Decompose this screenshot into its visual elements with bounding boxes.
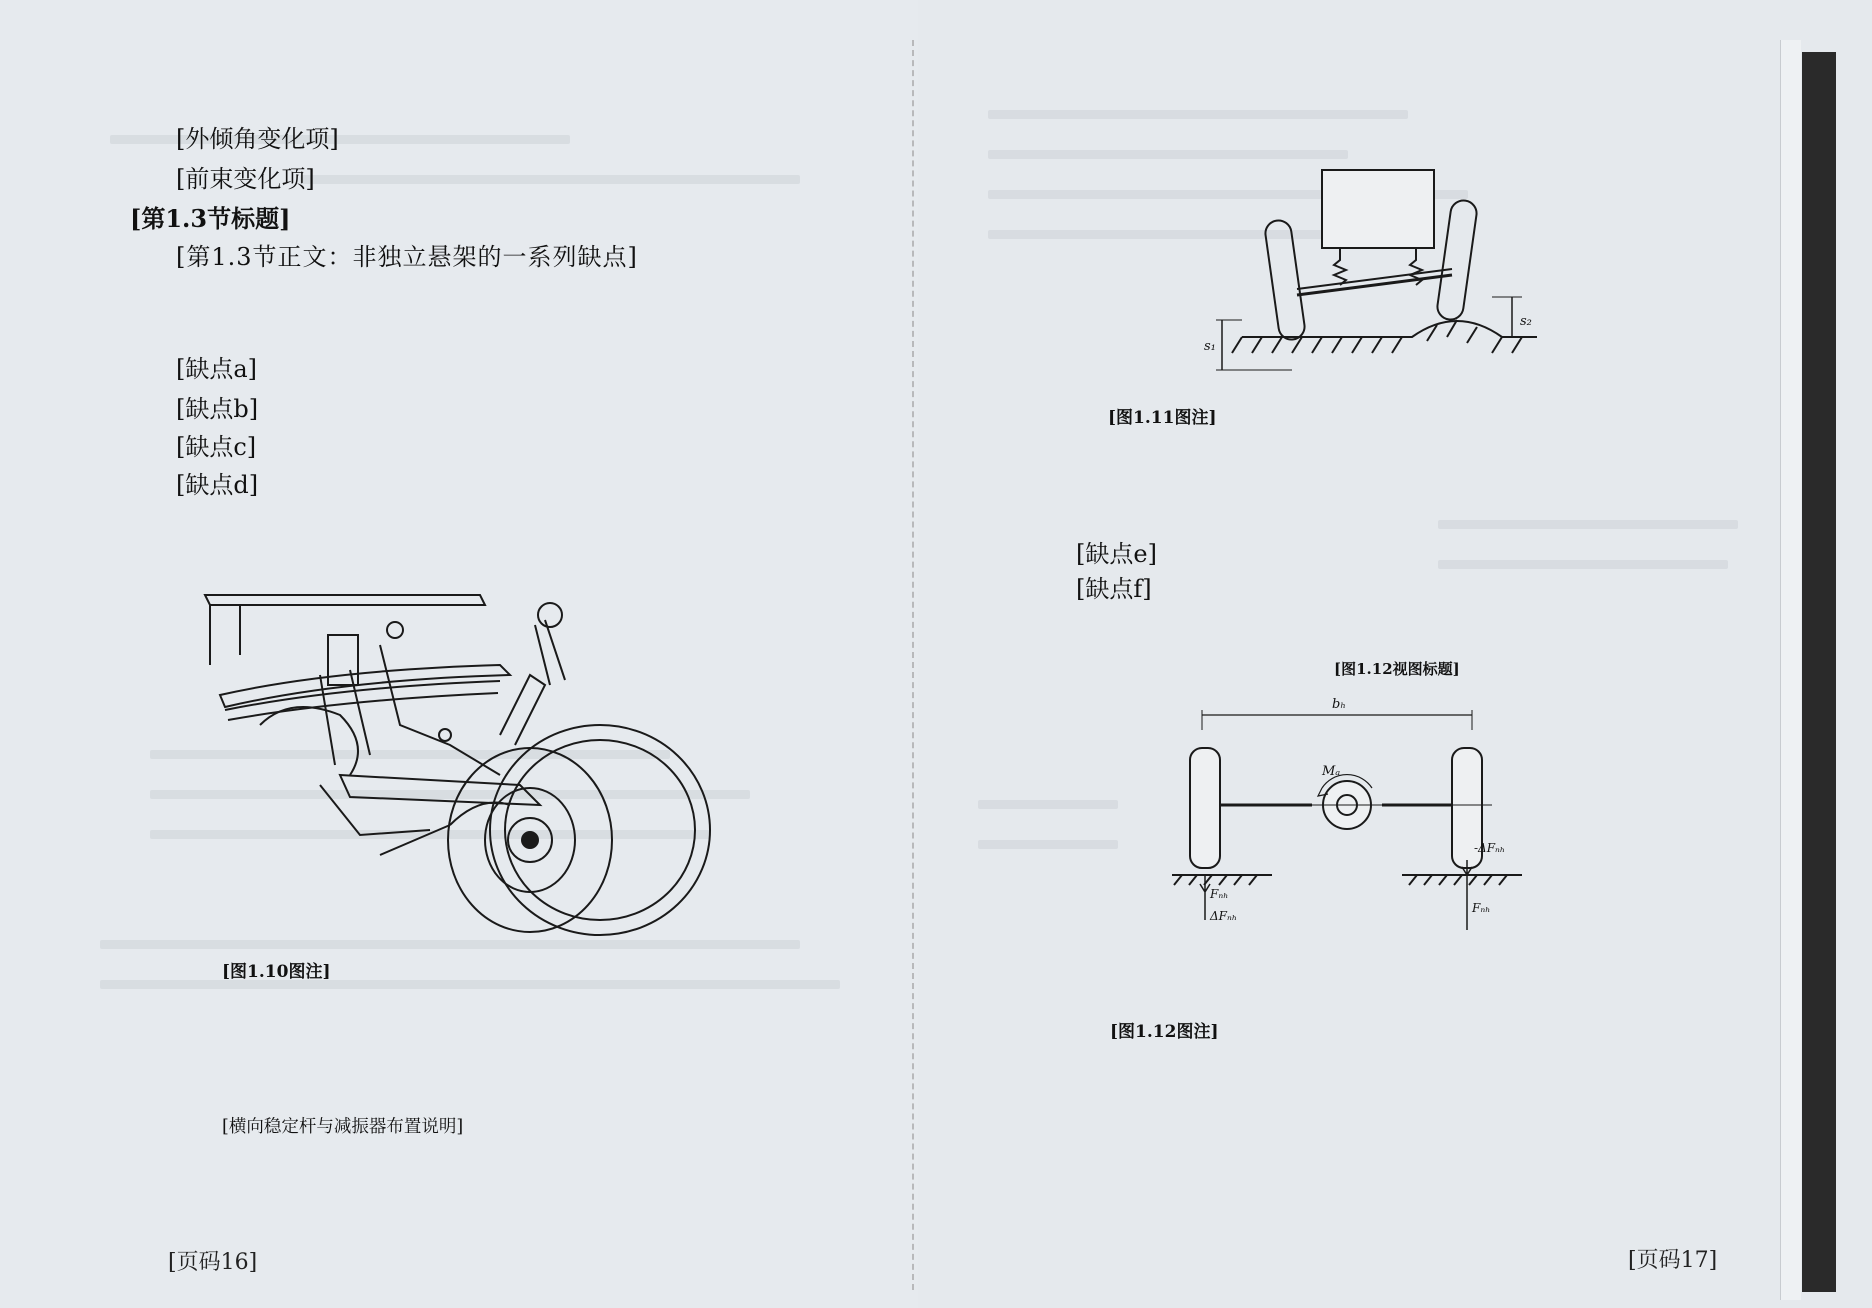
- figure-1-12-title: [图1.12视图标题]: [1334, 660, 1460, 678]
- list-item-a: [缺点a]: [176, 355, 258, 383]
- bleed-through-line: [988, 150, 1348, 159]
- bleed-through-line: [988, 110, 1408, 119]
- bleed-through-line: [1438, 560, 1728, 569]
- list-item-b: [缺点b]: [176, 395, 259, 423]
- left-page: [0, 0, 918, 1308]
- section-heading: [第1.3节标题]: [130, 204, 291, 233]
- figure-1-12-caption: [图1.12图注]: [1110, 1022, 1219, 1042]
- label-s1: s₂: [1520, 314, 1532, 329]
- label-dfnh-right: -ΔFₙₕ: [1474, 841, 1506, 855]
- rear-view-torque-diagram: [1172, 680, 1522, 940]
- stabilizer-paragraph: [横向稳定杆与减振器布置说明]: [222, 1117, 464, 1137]
- bleed-through-line: [1438, 520, 1738, 529]
- page-number-right: [页码17]: [1628, 1248, 1718, 1273]
- label-s2: s₁: [1204, 339, 1216, 354]
- next-page-edge: [1780, 40, 1801, 1300]
- label-bh: bₕ: [1332, 697, 1346, 712]
- list-item-d-toe: [前束变化项]: [176, 165, 315, 193]
- body-paragraph: [第1.3节正文：非独立悬架的一系列缺点]: [176, 243, 638, 271]
- right-page: [918, 0, 1872, 1308]
- page-gutter: [912, 40, 917, 1290]
- rear-suspension-illustration: [200, 575, 720, 945]
- label-dfnh-left: ΔFₙₕ: [1210, 909, 1238, 923]
- axle-over-bump-diagram: [1202, 165, 1552, 385]
- list-item-c: [缺点c]: [176, 433, 257, 461]
- list-item-c-camber: [外倾角变化项]: [176, 125, 339, 153]
- bleed-through-line: [300, 175, 800, 184]
- bleed-through-line: [978, 840, 1118, 849]
- list-item-d: [缺点d]: [176, 471, 259, 499]
- page-number-left: [页码16]: [168, 1250, 258, 1275]
- bleed-through-line: [978, 800, 1118, 809]
- scan-dark-edge: [1802, 52, 1836, 1292]
- label-fnh-right: Fₙₕ: [1472, 901, 1491, 915]
- list-item-e: [缺点e]: [1076, 540, 1157, 568]
- list-item-f: [缺点f]: [1076, 575, 1152, 603]
- label-fnh-left: Fₙₕ: [1210, 887, 1229, 901]
- label-ma: Mₐ: [1322, 764, 1341, 779]
- figure-1-10-caption: [图1.10图注]: [222, 962, 331, 982]
- figure-1-11-caption: [图1.11图注]: [1108, 408, 1217, 428]
